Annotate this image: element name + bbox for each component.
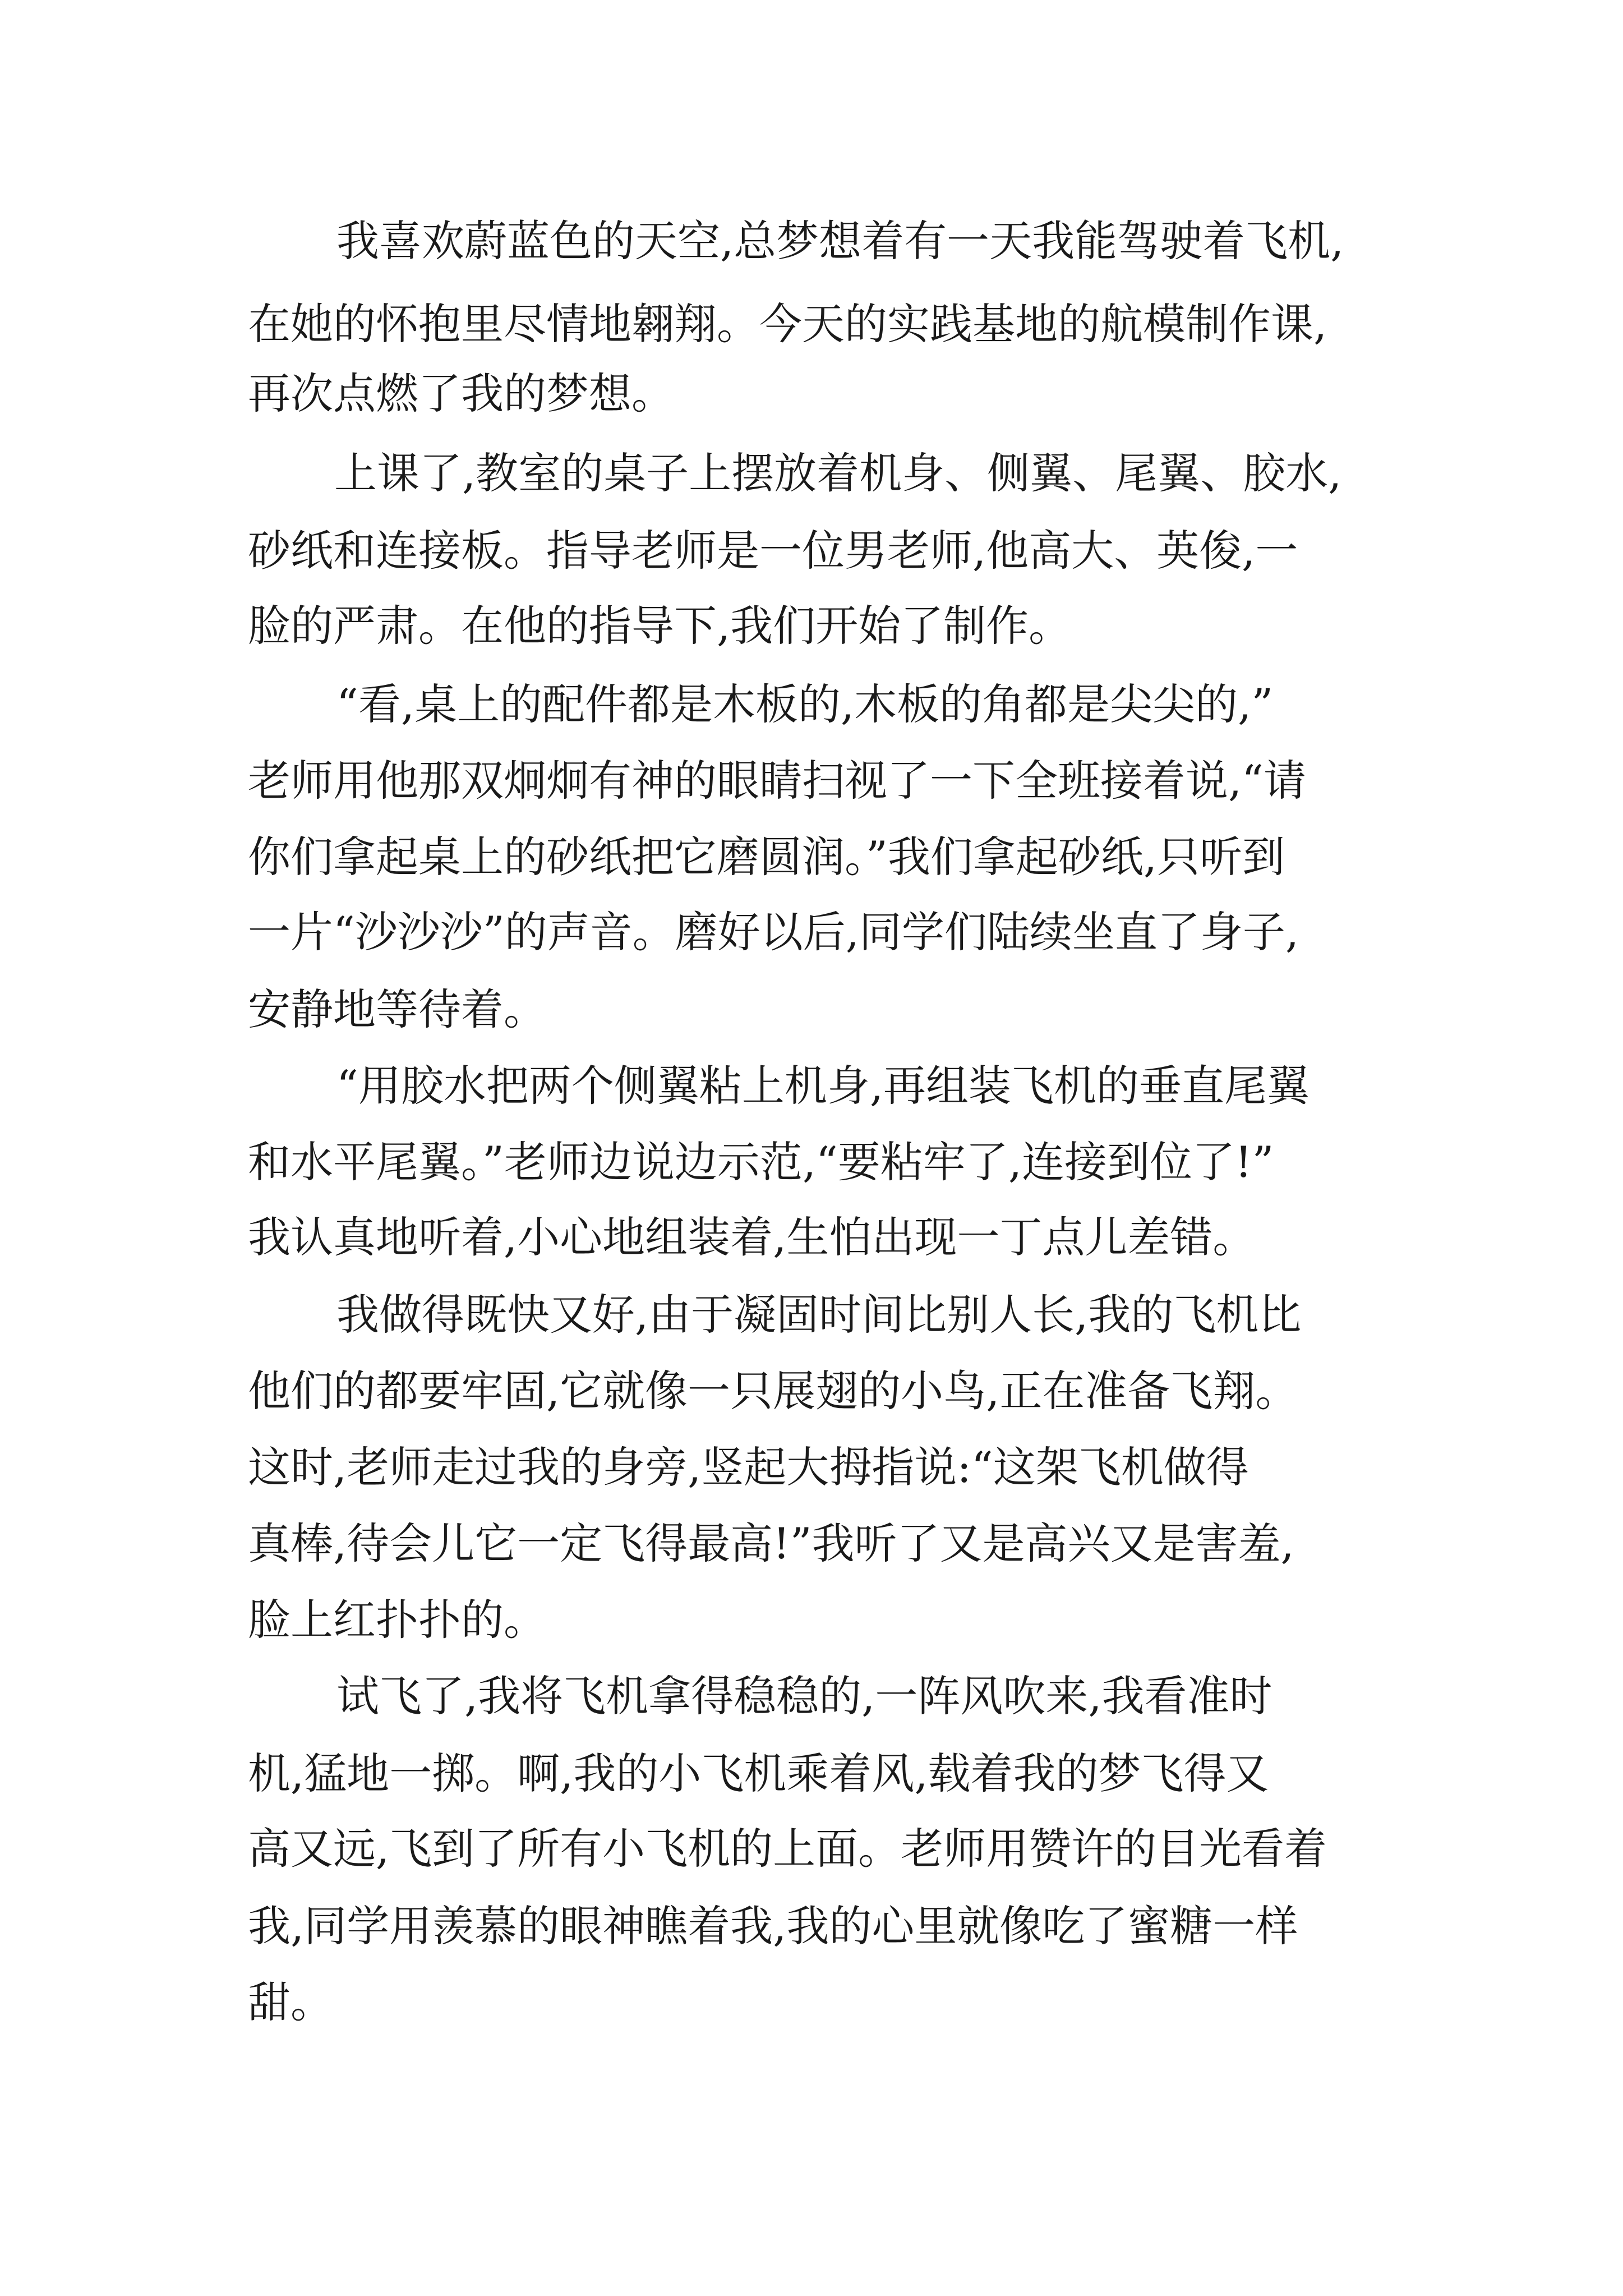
text-line: 这时,老师走过我的身旁,竖起大拇指说:“这架飞机做得 bbox=[248, 1442, 1249, 1492]
text-line: 他们的都要牢固,它就像一只展翅的小鸟,正在准备飞翔。 bbox=[248, 1366, 1298, 1416]
text-line: 一片“沙沙沙”的声音。磨好以后,同学们陆续坐直了身子, bbox=[248, 907, 1299, 957]
text-line: “看,桌上的配件都是木板的,木板的角都是尖尖的,” bbox=[336, 679, 1274, 729]
text-line: 再次点燃了我的梦想。 bbox=[248, 369, 674, 418]
text-line: 我做得既快又好,由于凝固时间比别人长,我的飞机比 bbox=[336, 1290, 1302, 1340]
text-line: 上课了,教室的桌子上摆放着机身、侧翼、尾翼、胶水, bbox=[334, 448, 1342, 498]
text-line: 试飞了,我将飞机拿得稳稳的,一阵风吹来,我看准时 bbox=[336, 1671, 1272, 1721]
text-line: 和水平尾翼。”老师边说边示范,“要粘牢了,连接到位了!” bbox=[248, 1137, 1274, 1187]
text-line: 机,猛地一掷。啊,我的小飞机乘着风,载着我的梦飞得又 bbox=[248, 1749, 1269, 1798]
text-line: 真棒,待会儿它一定飞得最高!”我听了又是高兴又是害羞, bbox=[248, 1519, 1294, 1568]
text-line: “用胶水把两个侧翼粘上机身,再组装飞机的垂直尾翼 bbox=[336, 1061, 1310, 1111]
text-line: 砂纸和连接板。指导老师是一位男老师,他高大、英俊,一 bbox=[248, 526, 1298, 576]
text-line: 你们拿起桌上的砂纸把它磨圆润。”我们拿起砂纸,只听到 bbox=[248, 832, 1285, 882]
text-line: 我喜欢蔚蓝色的天空,总梦想着有一天我能驾驶着飞机, bbox=[336, 216, 1344, 266]
text-line: 我认真地听着,小心地组装着,生怕出现一丁点儿差错。 bbox=[248, 1212, 1256, 1262]
text-line: 脸的严肃。在他的指导下,我们开始了制作。 bbox=[248, 601, 1072, 651]
text-line: 在她的怀抱里尽情地翱翔。今天的实践基地的航模制作课, bbox=[248, 299, 1327, 349]
text-line: 老师用他那双炯炯有神的眼睛扫视了一下全班接着说,“请 bbox=[248, 756, 1307, 806]
text-line: 脸上红扑扑的。 bbox=[248, 1595, 546, 1645]
text-line: 高又远,飞到了所有小飞机的上面。老师用赞许的目光看着 bbox=[248, 1824, 1327, 1874]
text-line: 甜。 bbox=[248, 1977, 333, 2027]
text-line: 安静地等待着。 bbox=[248, 984, 546, 1034]
text-line: 我,同学用羡慕的眼神瞧着我,我的心里就像吃了蜜糖一样 bbox=[248, 1901, 1298, 1951]
